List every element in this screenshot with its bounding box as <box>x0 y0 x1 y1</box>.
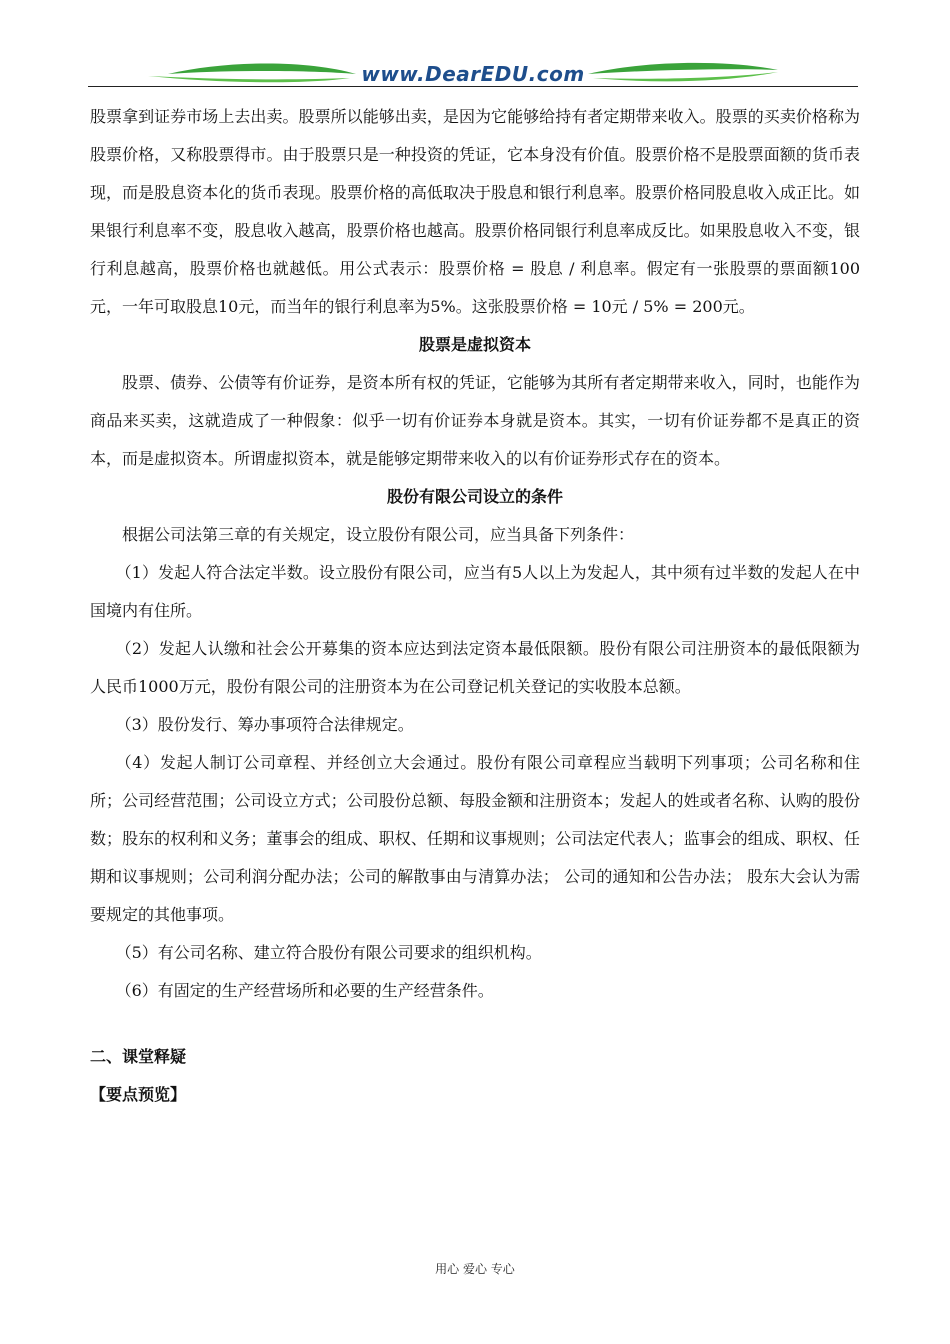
condition-item-6: （6）有固定的生产经营场所和必要的生产经营条件。 <box>115 981 494 1000</box>
site-logo-text: www.DearEDU.com <box>361 62 585 86</box>
condition-item-5: （5）有公司名称、建立符合股份有限公司要求的组织机构。 <box>115 943 542 962</box>
condition-item-4: （4）发起人制订公司章程、并经创立大会通过。股份有限公司章程应当载明下列事项；公司名称和住所；公司经营范围；公司设立方式；公司股份总额、每股金额和注册资本；发起人的姓或者名称、认购的股份数；股东的权利和义务；董事会的组成、职权、任期和议事规则；公司法定代表人；监事会的组成、职权、任期和议事规则；公司利润分配办法；公司的解散事由与清算办法； 公司的通知和公告办法； 股东大会认为需要规定的其他事项。 <box>90 753 860 924</box>
condition-item-1: （1）发起人符合法定半数。设立股份有限公司，应当有5人以上为发起人，其中须有过半数的发起人在中国境内有住所。 <box>90 563 860 620</box>
paragraph-virtual-capital: 股票、债券、公债等有价证券，是资本所有权的凭证，它能够为其所有者定期带来收入，同时，也能作为商品来买卖，这就造成了一种假象：似乎一切有价证券本身就是资本。其实，一切有价证券都不是真正的资本，而是虚拟资本。所谓虚拟资本，就是能够定期带来收入的以有价证券形式存在的资本。 <box>90 373 860 468</box>
page-footer: 用心 爱心 专心 <box>435 1262 515 1276</box>
header-divider <box>88 86 858 87</box>
condition-item-3: （3）股份发行、筹办事项符合法律规定。 <box>115 715 414 734</box>
condition-item-2: （2）发起人认缴和社会公开募集的资本应达到法定资本最低限额。股份有限公司注册资本的最低限额为人民币1000万元，股份有限公司的注册资本为在公司登记机关登记的实收股本总额。 <box>90 639 860 696</box>
heading-virtual-capital: 股票是虚拟资本 <box>418 335 531 354</box>
document-body <box>90 98 860 1114</box>
section-heading: 二、课堂释疑 <box>90 1047 187 1066</box>
paragraph-conditions-intro: 根据公司法第三章的有关规定，设立股份有限公司，应当具备下列条件： <box>122 525 635 544</box>
subsection-heading: 【要点预览】 <box>90 1085 187 1104</box>
heading-company-conditions: 股份有限公司设立的条件 <box>386 487 563 506</box>
paragraph-stock-price: 股票拿到证券市场上去出卖。股票所以能够出卖，是因为它能够给持有者定期带来收入。股票的买卖价格称为股票价格，又称股票得市。由于股票只是一种投资的凭证，它本身没有价值。股票价格不是股票面额的货币表现，而是股息资本化的货币表现。股票价格的高低取决于股息和银行利息率。股票价格同股息收入成正比。如果银行利息率不变，股息收入越高，股票价格也越高。股票价格同银行利息率成反比。如果股息收入不变，银行利息越高，股票价格也就越低。用公式表示：股票价格 = 股息 / 利息率。假定有一张股票的票面额100元，一年可取股息10元，而当年的银行利息率为5%。这张股票价格 = 10元 / 5% = 200元。 <box>90 107 860 316</box>
